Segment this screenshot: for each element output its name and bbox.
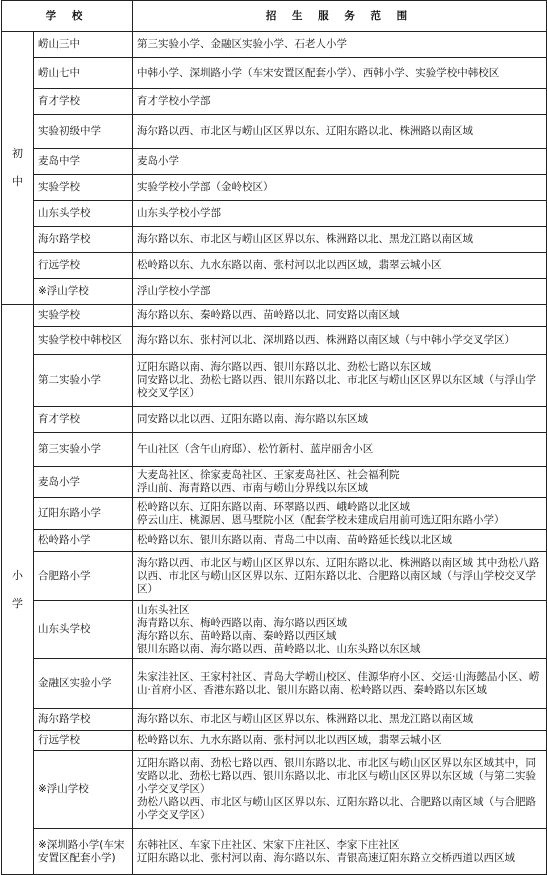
school-name-cell: 行远学校 xyxy=(34,731,133,751)
school-name-cell: 育才学校 xyxy=(34,89,133,115)
school-name-cell: 行远学校 xyxy=(34,253,133,279)
school-name-cell: ※浮山学校 xyxy=(34,751,133,829)
school-name-cell: 实验学校 xyxy=(34,175,133,201)
school-column-header: 学 校 xyxy=(2,1,133,32)
level-cell: 初 中 xyxy=(2,32,34,305)
school-name-cell: 麦岛小学 xyxy=(34,467,133,498)
level-cell: 小 学 xyxy=(2,305,34,875)
school-name-cell: 育才学校 xyxy=(34,407,133,433)
school-name-cell: ※浮山学校 xyxy=(34,279,133,305)
service-range-cell: 第三实验小学、金融区实验小学、石老人小学 xyxy=(133,32,547,58)
school-name-cell: 金融区实验小学 xyxy=(34,659,133,709)
table-row xyxy=(2,327,547,355)
service-range-cell: 海尔路以东、张村河以北、深圳路以西、株洲路以南区域（与中韩小学交叉学区） xyxy=(133,327,547,355)
table-body xyxy=(2,32,547,875)
school-name-cell: 实验学校 xyxy=(34,305,133,327)
table-row xyxy=(2,829,547,875)
service-range-cell: 同安路以北以西、辽阳东路以南、海尔路以东区域 xyxy=(133,407,547,433)
school-name-cell: 合肥路小学 xyxy=(34,552,133,601)
table-row xyxy=(2,751,547,829)
school-name-cell: 第二实验小学 xyxy=(34,355,133,407)
school-name-cell: 实验学校中韩校区 xyxy=(34,327,133,355)
table-row xyxy=(2,89,547,115)
table-row xyxy=(2,530,547,552)
table-row xyxy=(2,253,547,279)
service-range-cell: 实验学校小学部（金岭校区） xyxy=(133,175,547,201)
service-range-cell: 辽阳东路以南、海尔路以西、银川东路以北、劲松七路以东区域 同安路以北、劲松七路以西、银川东路以北、市北区与崂山区区界以东区域（与浮山学校交叉学区） xyxy=(133,355,547,407)
school-name-cell: 海尔路学校 xyxy=(34,709,133,731)
school-name-cell: 松岭路小学 xyxy=(34,530,133,552)
service-range-cell: 山东头社区 海青路以东、梅岭西路以南、海尔路以西区域 海尔路以东、苗岭路以南、秦岭路以西区域 银川东路以南、海尔路以西、苗岭路以北、山东头路以东区域 xyxy=(133,601,547,659)
table-row xyxy=(2,305,547,327)
service-range-cell: 中韩小学、深圳路小学（车宋安置区配套小学）、西韩小学、实验学校中韩校区 xyxy=(133,58,547,89)
table-row xyxy=(2,601,547,659)
table-row xyxy=(2,58,547,89)
school-name-cell: 崂山三中 xyxy=(34,32,133,58)
table-row xyxy=(2,498,547,530)
service-range-cell: 浮山学校小学部 xyxy=(133,279,547,305)
table-row xyxy=(2,433,547,467)
school-name-cell: 麦岛中学 xyxy=(34,149,133,175)
service-range-cell: 松岭路以东、银川东路以南、青岛二中以南、苗岭路延长线以北区域 xyxy=(133,530,547,552)
service-range-cell: 麦岛小学 xyxy=(133,149,547,175)
table-row xyxy=(2,659,547,709)
service-range-cell: 松岭路以东、九水东路以南、张村河以北以西区域，翡翠云城小区 xyxy=(133,731,547,751)
table-row xyxy=(2,32,547,58)
table-row xyxy=(2,115,547,149)
school-name-cell: 山东头学校 xyxy=(34,201,133,227)
table-header-row xyxy=(2,1,547,32)
school-name-cell: 实验初级中学 xyxy=(34,115,133,149)
table-row xyxy=(2,709,547,731)
service-range-cell: 海尔路以东、市北区与崂山区区界以东、株洲路以北、黑龙江路以南区域 xyxy=(133,709,547,731)
service-range-cell: 松岭路以东、辽阳东路以南、环翠路以西、峨岭路以北区域 停云山庄、桃源居、恩马墅院小区（配套学校未建成启用前可选辽阳东路小学） xyxy=(133,498,547,530)
service-range-cell: 海尔路以东、市北区与崂山区区界以东、株洲路以北、黑龙江路以南区域 xyxy=(133,227,547,253)
service-range-cell: 朱家洼社区、王家村社区、青岛大学崂山校区、佳源华府小区、交运·山海懿品小区、崂山·首府小区、香港东路以北、银川东路以南、松岭路以西、秦岭路以东区域 xyxy=(133,659,547,709)
service-range-cell: 育才学校小学部 xyxy=(133,89,547,115)
table-row xyxy=(2,201,547,227)
table-row xyxy=(2,149,547,175)
table-row xyxy=(2,227,547,253)
service-range-cell: 海尔路以西、市北区与崂山区区界以东、辽阳东路以北、株洲路以南区域 其中劲松八路以西、市北区与崂山区区界以东、辽阳东路以北、合肥路以南区域（与浮山学校交叉学区） xyxy=(133,552,547,601)
enrollment-table xyxy=(1,0,547,875)
table-row xyxy=(2,355,547,407)
school-name-cell: ※深圳路小学(车宋安置区配套小学) xyxy=(34,829,133,875)
table-row xyxy=(2,175,547,201)
service-range-cell: 午山社区（含午山府邸）、松竹新村、蓝岸丽舍小区 xyxy=(133,433,547,467)
service-range-cell: 大麦岛社区、徐家麦岛社区、王家麦岛社区、社会福利院 浮山前、海青路以西、市南与崂山分界线以东区域 xyxy=(133,467,547,498)
school-name-cell: 第三实验小学 xyxy=(34,433,133,467)
service-range-cell: 海尔路以东、秦岭路以西、苗岭路以北、同安路以南区域 xyxy=(133,305,547,327)
service-range-cell: 东韩社区、车家下庄社区、宋家下庄社区、李家下庄社区 辽阳东路以北、张村河以南、海尔路以东、青银高速辽阳东路立交桥西道以西区域 xyxy=(133,829,547,875)
school-name-cell: 辽阳东路小学 xyxy=(34,498,133,530)
service-range-cell: 松岭路以东、九水东路以南、张村河以北以西区域，翡翠云城小区 xyxy=(133,253,547,279)
table-row xyxy=(2,279,547,305)
school-name-cell: 崂山七中 xyxy=(34,58,133,89)
service-range-cell: 辽阳东路以南、劲松七路以西、银川东路以北、市北区与崂山区区界以东区域其中，同安路以北、劲松七路以西、银川东路以北、市北区与崂山区区界以东区域（与第二实验小学交叉学区） 劲松八路以西、市北区与崂山区区界以东、辽阳东路以北、合肥路以南区域（与合肥路小学交叉学区） xyxy=(133,751,547,829)
table-row xyxy=(2,731,547,751)
table-row xyxy=(2,407,547,433)
range-column-header: 招 生 服 务 范 围 xyxy=(133,1,547,32)
service-range-cell: 海尔路以西、市北区与崂山区区界以东、辽阳东路以北、株洲路以南区域 xyxy=(133,115,547,149)
school-name-cell: 山东头学校 xyxy=(34,601,133,659)
school-name-cell: 海尔路学校 xyxy=(34,227,133,253)
table-row xyxy=(2,467,547,498)
table-row xyxy=(2,552,547,601)
service-range-cell: 山东头学校小学部 xyxy=(133,201,547,227)
